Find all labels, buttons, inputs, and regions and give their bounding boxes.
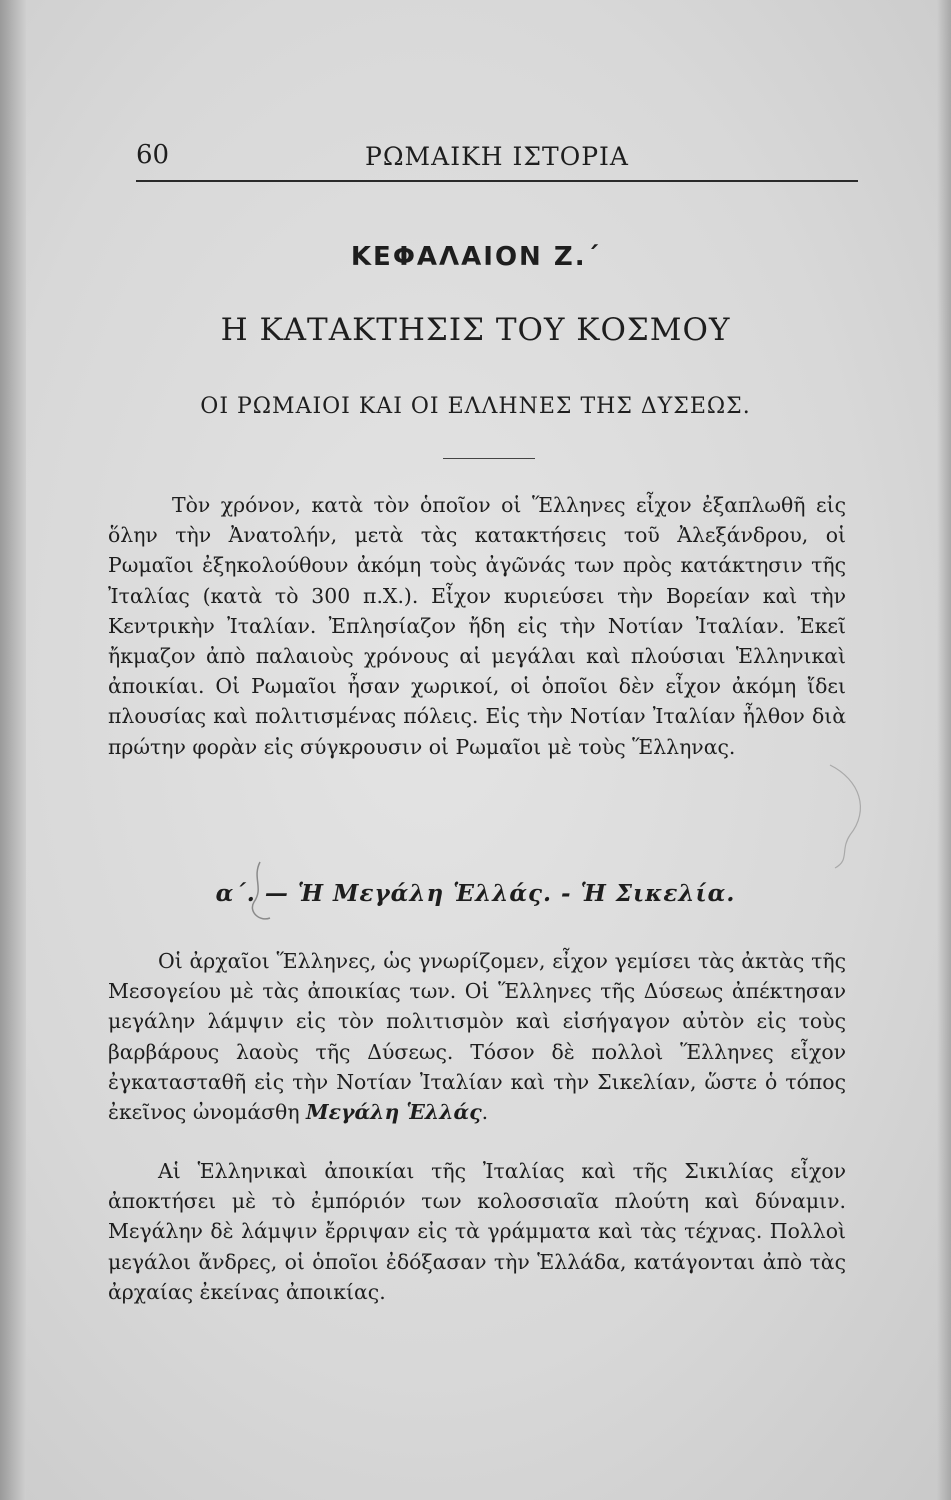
emphasized-term: Μεγάλη Ἑλλάς (306, 1100, 482, 1125)
page-header (136, 140, 858, 180)
chapter-subtitle: ΟΙ ΡΩΜΑΙΟΙ ΚΑΙ ΟΙ ΕΛΛΗΝΕΣ ΤΗΣ ΔΥΣΕΩΣ. (200, 394, 751, 419)
section-paragraph-2: Αἱ Ἑλληνικαὶ ἀποικίαι τῆς Ἰταλίας καὶ τῆς Σικιλίας εἶχον ἀποκτήσει μὲ τὸ ἐμπόριόν των κολοσσιαῖα πλούτη καὶ δύναμιν. Μεγάλην δὲ λάμψιν ἔρριψαν εἰς τὰ γράμματα καὶ τὰς τέχνας. Πολλοὶ μεγάλοι ἄνδρες, οἱ ὁποῖοι ἐδόξασαν τὴν Ἑλλάδα, κατάγονται ἀπὸ τὰς ἀρχαίας ἐκείνας ἀποικίας. (108, 1159, 846, 1304)
running-title: ΡΩΜΑΙΚΗ ΙΣΤΟΡΙΑ (365, 142, 629, 171)
page-spine-shadow (0, 0, 26, 1500)
section-paragraph-1 (108, 946, 846, 1127)
paragraph-text-end: . (481, 1100, 489, 1125)
intro-paragraph: Τὸν χρόνον, κατὰ τὸν ὁποῖον οἱ Ἕλληνες εἶχον ἐξαπλωθῆ εἰς ὅλην τὴν Ἀνατολήν, μετὰ τὰς κατακτήσεις τοῦ Ἀλεξάνδρου, οἱ Ρωμαῖοι ἐξηκολούθουν ἀκόμη τοὺς ἀγῶνάς των πρὸς κατάκτησιν τῆς Ἰταλίας (κατὰ τὸ 300 π.Χ.). Εἶχον κυριεύσει τὴν Βορείαν καὶ τὴν Κεντρικὴν Ἰταλίαν. Ἐπλησίαζον ἤδη εἰς τὴν Νοτίαν Ἰταλίαν. Ἐκεῖ ἤκμαζον ἀπὸ παλαιοὺς χρόνους αἱ μεγάλαι καὶ πλούσιαι Ἑλληνικαὶ ἀποικίαι. Οἱ Ρωμαῖοι ἦσαν χωρικοί, οἱ ὁποῖοι δὲν εἶχον ἀκόμη ἴδει πλουσίας καὶ πολιτισμένας πόλεις. Εἰς τὴν Νοτίαν Ἰταλίαν ἦλθον διὰ πρώτην φορὰν εἰς σύγκρουσιν οἱ Ρωμαῖοι μὲ τοὺς Ἕλληνας. (108, 493, 846, 759)
ornamental-rule (443, 458, 535, 459)
header-rule (136, 180, 858, 182)
section-heading: α΄. — Ἡ Μεγάλη Ἑλλάς. - Ἡ Σικελία. (215, 880, 736, 907)
page-edge-shadow (937, 0, 951, 1500)
page-number: 60 (136, 140, 170, 170)
paragraph-text: Οἱ ἀρχαῖοι Ἕλληνες, ὡς γνωρίζομεν, εἶχον γεμίσει τὰς ἀκτὰς τῆς Μεσογείου μὲ τὰς ἀποικίας των. Οἱ Ἕλληνες τῆς Δύσεως ἀπέκτησαν μεγάλην λάμψιν εἰς τὸν πολιτισμὸν καὶ εἰσήγαγον αὐτὸν εἰς τοὺς βαρβάρους λαοὺς τῆς Δύσεως. Τόσον δὲ πολλοὶ Ἕλληνες εἶχον ἐγκατασταθῆ εἰς τὴν Νοτίαν Ἰταλίαν καὶ τὴν Σικελίαν, ὥστε ὁ τόπος ἐκεῖνος ὠνομάσθη (108, 949, 846, 1125)
chapter-label: ΚΕΦΑΛΑΙΟΝ Ζ.΄ (350, 242, 601, 272)
paper-stain (820, 760, 880, 870)
chapter-title: Η ΚΑΤΑΚΤΗΣΙΣ ΤΟΥ ΚΟΣΜΟΥ (220, 312, 731, 348)
pencil-mark (230, 858, 290, 928)
